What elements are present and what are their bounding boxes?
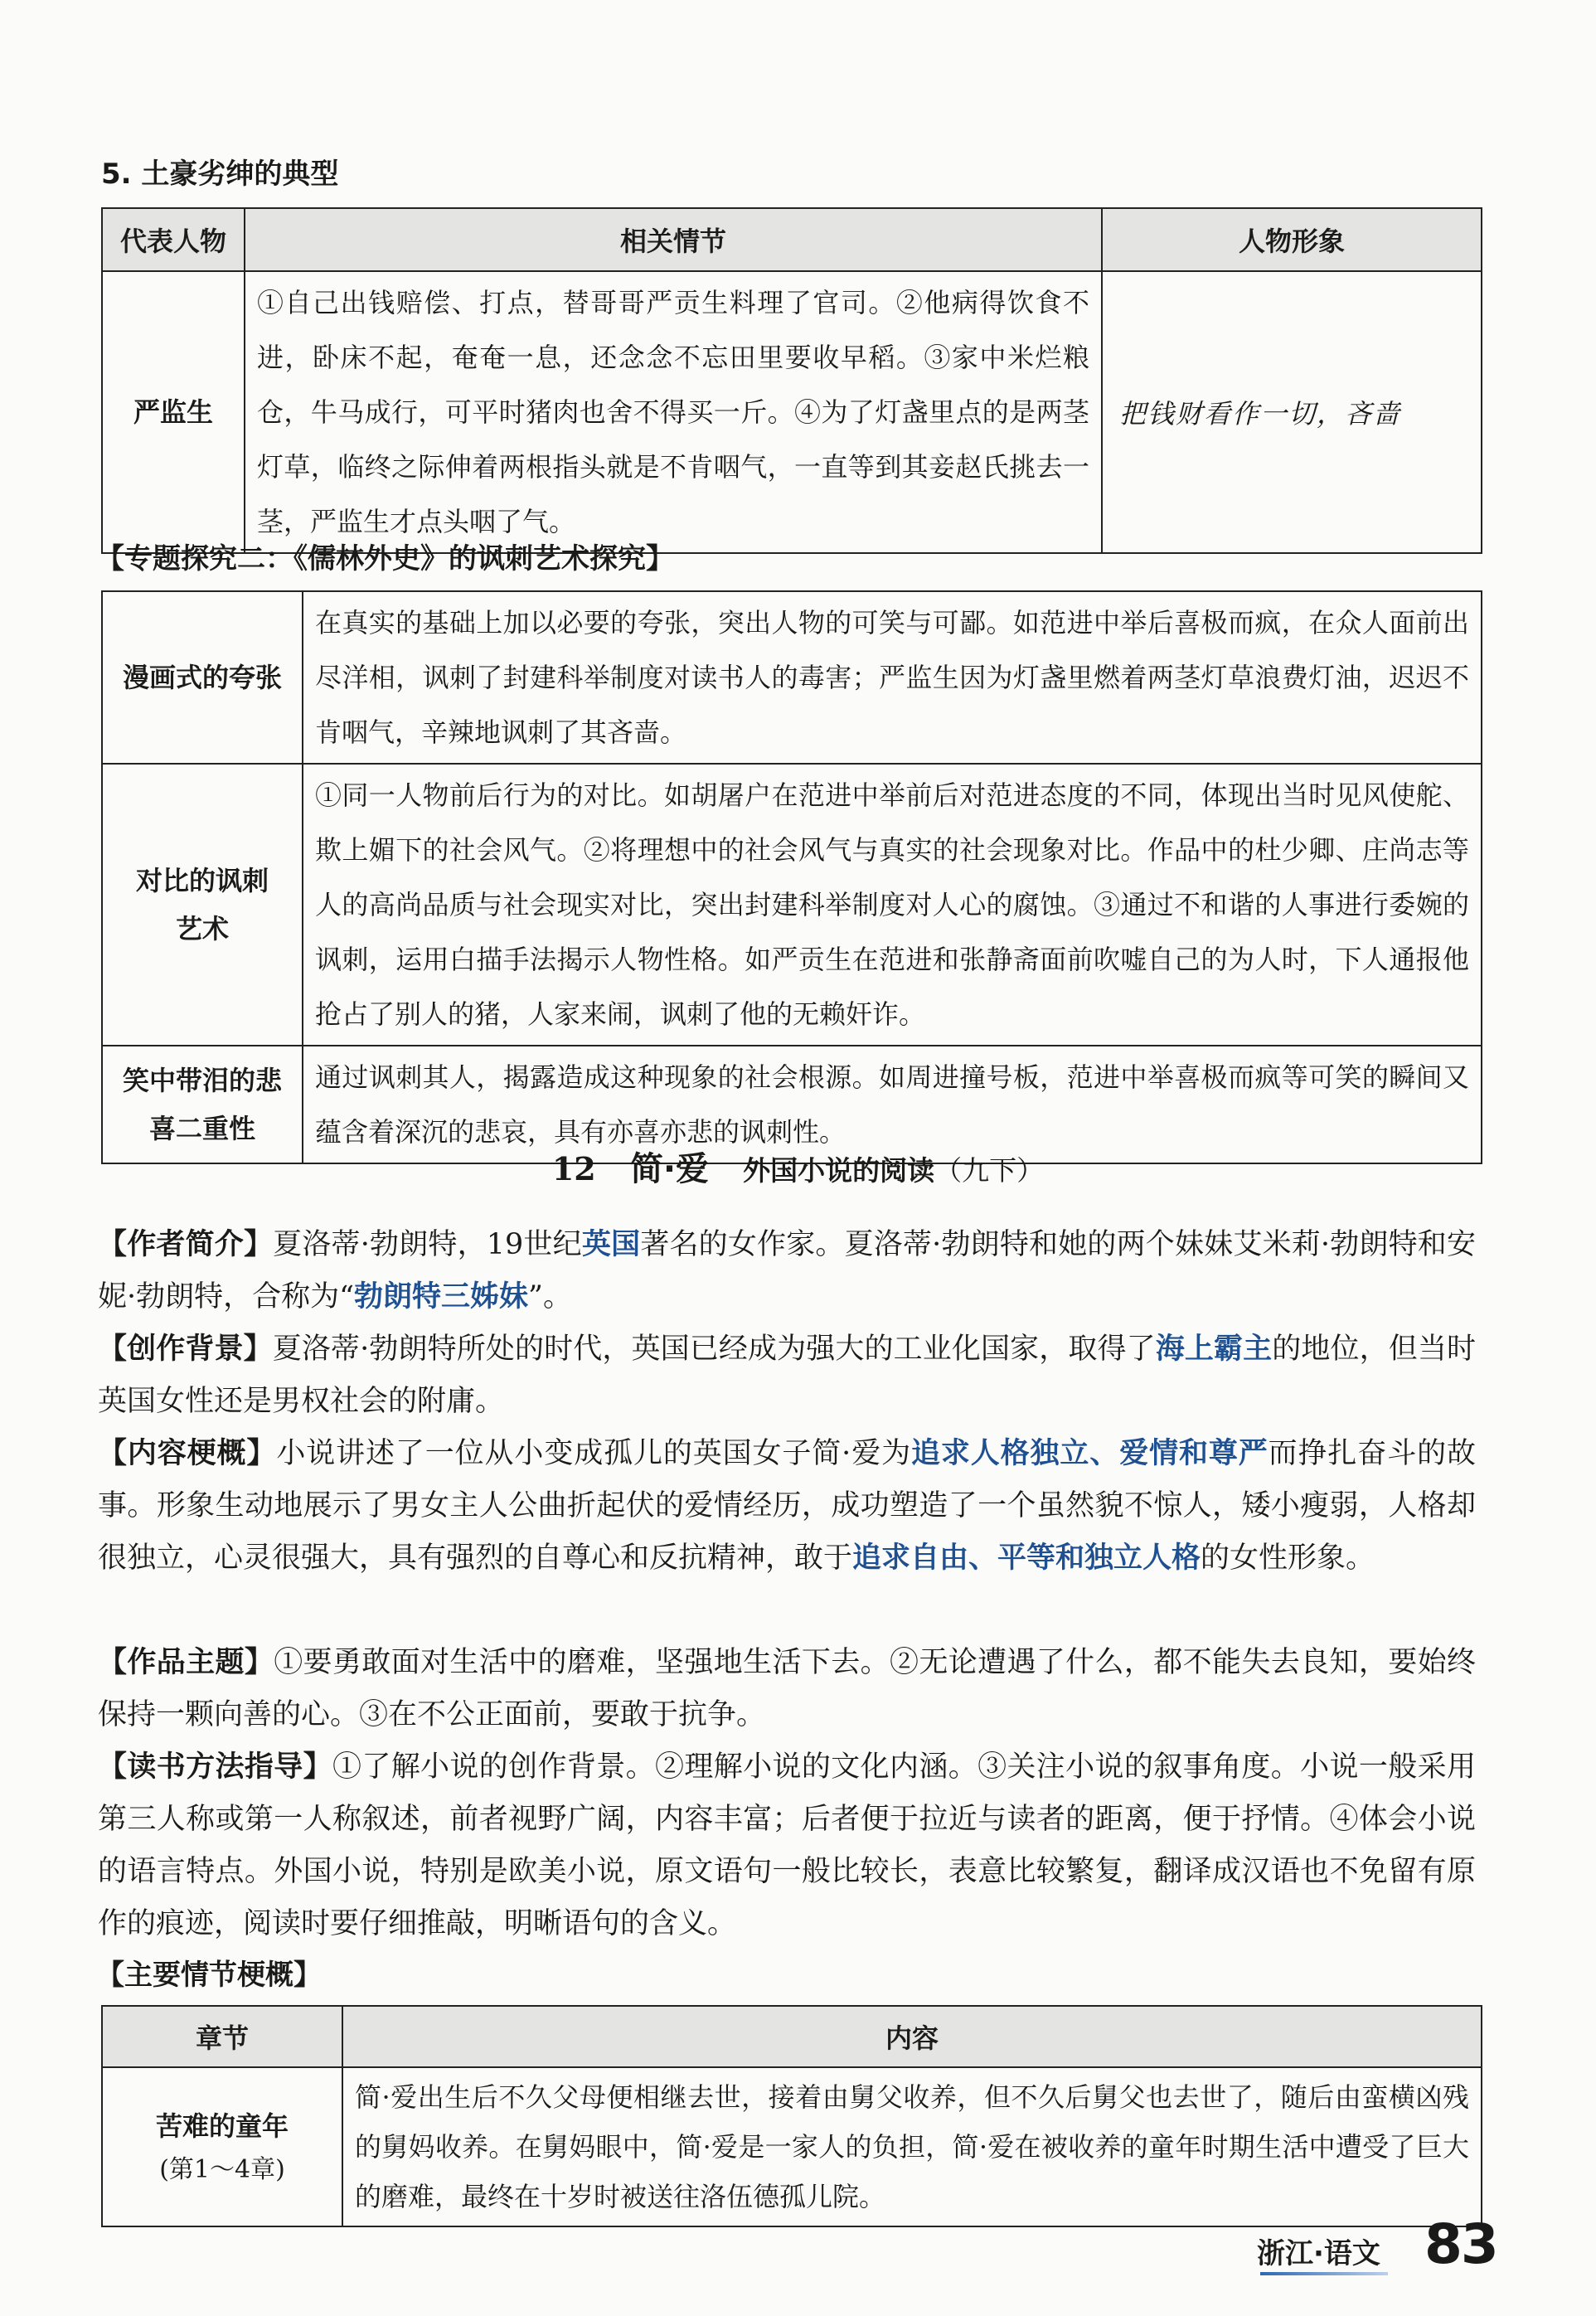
plot-chapter-cell: [102, 2067, 342, 2226]
satire-label: 对比的讽刺艺术: [102, 764, 303, 1046]
plot-table: [101, 2005, 1482, 2227]
background-tag: 【创作背景】: [98, 1333, 273, 1366]
header-content: 内容: [342, 2006, 1482, 2067]
theme-paragraph: [98, 1637, 1476, 1741]
text-run: 小说讲述了一位从小变成孤儿的英国女子简·爱为: [276, 1437, 911, 1470]
plot-content: 简·爱出生后不久父母便相继去世，接着由舅父收养，但不久后舅父也去世了，随后由蛮横凶残的舅妈收养。在舅妈眼中，简·爱是一家人的负担，简·爱在被收养的童年时期生活中遭受了巨大的磨难，最终在十岁时被送往洛伍德孤儿院。: [342, 2067, 1482, 2226]
text-run: ”。: [528, 1280, 572, 1313]
page-number: 83: [1424, 2212, 1497, 2276]
summary-paragraph: [98, 1428, 1476, 1585]
text-run: 而挣扎奋斗的故事。形象生动地展示了男女主人公曲折起伏的爱情经历，成功塑造了一个虽然貌不惊人，矮小瘦弱，人格却很独立，心灵很强大，具有强烈的自尊心和反抗精神，敢于: [98, 1437, 1476, 1575]
book-title: 简·爱: [629, 1150, 710, 1188]
keyword: 追求自由、平等和独立人格: [852, 1542, 1201, 1575]
satire-text: ①同一人物前后行为的对比。如胡屠户在范进中举前后对范进态度的不同，体现出当时见风使舵、欺上媚下的社会风气。②将理想中的社会风气与真实的社会现象对比。作品中的杜少卿、庄尚志等人的高尚品质与社会现实对比，突出封建科举制度对人心的腐蚀。③通过不和谐的人事进行委婉的讽刺，运用白描手法揭示人物性格。如严贡生在范进和张静斋面前吹嘘自己的为人时，下人通报他抢占了别人的猪，人家来闹，讽刺了他的无赖奸诈。: [303, 764, 1482, 1046]
satire-text: 在真实的基础上加以必要的夸张，突出人物的可笑与可鄙。如范进中举后喜极而疯，在众人面前出尽洋相，讽刺了封建科举制度对读书人的毒害；严监生因为灯盏里燃着两茎灯草浪费灯油，迟迟不肯咽气，辛辣地讽刺了其吝啬。: [303, 591, 1482, 764]
keyword: 海上霸主: [1155, 1333, 1273, 1366]
plot-chapter-range: (第1～4章): [159, 2155, 285, 2184]
topic-heading: 【专题探究二：《儒林外史》的讽刺艺术探究】: [96, 542, 674, 575]
grade-label: （九下）: [934, 1154, 1045, 1187]
header-image: 人物形象: [1102, 208, 1482, 271]
keyword: 勃朗特三姊妹: [354, 1280, 529, 1313]
method-tag: 【读书方法指导】: [98, 1750, 332, 1784]
satire-table: [101, 590, 1482, 1164]
background-paragraph: [98, 1323, 1476, 1428]
chapter-subtitle: 外国小说的阅读: [743, 1154, 935, 1187]
character-plot: ①自己出钱赔偿、打点，替哥哥严贡生料理了官司。②他病得饮食不进，卧床不起，奄奄一息，还念念不忘田里要收早稻。③家中米烂粮仓，牛马成行，可平时猪肉也舍不得买一斤。④为了灯盏里点的是两茎灯草，临终之际伸着两根指头就是不肯咽气，一直等到其妾赵氏挑去一茎，严监生才点头咽了气。: [245, 271, 1102, 553]
footer-underline: [1260, 2272, 1388, 2275]
method-paragraph: [98, 1741, 1476, 1950]
theme-tag: 【作品主题】: [98, 1646, 274, 1679]
plot-chapter-title: 苦难的童年: [155, 2110, 289, 2142]
footer-label: 浙江·语文: [1257, 2237, 1380, 2270]
satire-label: 漫画式的夸张: [102, 591, 303, 764]
summary-tag: 【内容梗概】: [98, 1437, 277, 1470]
chapter-number: 12: [551, 1150, 596, 1187]
chapter-title: [0, 1143, 1596, 1190]
satire-label: 笑中带泪的悲喜二重性: [102, 1046, 303, 1163]
author-tag: 【作者简介】: [98, 1228, 274, 1261]
character-image-answer: 把钱财看作一切，吝啬: [1102, 271, 1482, 553]
author-paragraph: [98, 1219, 1476, 1323]
text-run: 的地位，但当时英国女性还是男权社会的附庸。: [98, 1333, 1476, 1418]
keyword: 追求人格独立、爱情和尊严: [910, 1437, 1269, 1470]
header-chapter: 章节: [102, 2006, 342, 2067]
plot-heading: 【主要情节梗概】: [96, 1959, 322, 1992]
section-heading: 5. 土豪劣绅的典型: [101, 158, 339, 191]
character-name: 严监生: [102, 271, 245, 553]
satire-text: 通过讽刺其人，揭露造成这种现象的社会根源。如周进撞号板，范进中举喜极而疯等可笑的瞬间又蕴含着深沉的悲哀，具有亦喜亦悲的讽刺性。: [303, 1046, 1482, 1163]
text-run: 的女性形象。: [1201, 1542, 1375, 1575]
text-run: 夏洛蒂·勃朗特所处的时代，英国已经成为强大的工业化国家，取得了: [272, 1333, 1156, 1366]
header-character: 代表人物: [102, 208, 245, 271]
text-run: 著名的女作家。夏洛蒂·勃朗特和她的两个妹妹艾米莉·勃朗特和安妮·勃朗特，合称为“: [98, 1228, 1476, 1313]
text-run: ①要勇敢面对生活中的磨难，坚强地生活下去。②无论遭遇了什么，都不能失去良知，要始终保持一颗向善的心。③在不公正面前，要敢于抗争。: [98, 1646, 1476, 1731]
header-plot: 相关情节: [245, 208, 1102, 271]
keyword: 英国: [581, 1228, 641, 1261]
text-run: 夏洛蒂·勃朗特，19世纪: [273, 1228, 582, 1261]
character-table: [101, 207, 1482, 554]
text-run: ①了解小说的创作背景。②理解小说的文化内涵。③关注小说的叙事角度。小说一般采用第三人称或第一人称叙述，前者视野广阔，内容丰富；后者便于拉近与读者的距离，便于抒情。④体会小说的语言特点。外国小说，特别是欧美小说，原文语句一般比较长，表意比较繁复，翻译成汉语也不免留有原作的痕迹，阅读时要仔细推敲，明晰语句的含义。: [98, 1750, 1476, 1940]
